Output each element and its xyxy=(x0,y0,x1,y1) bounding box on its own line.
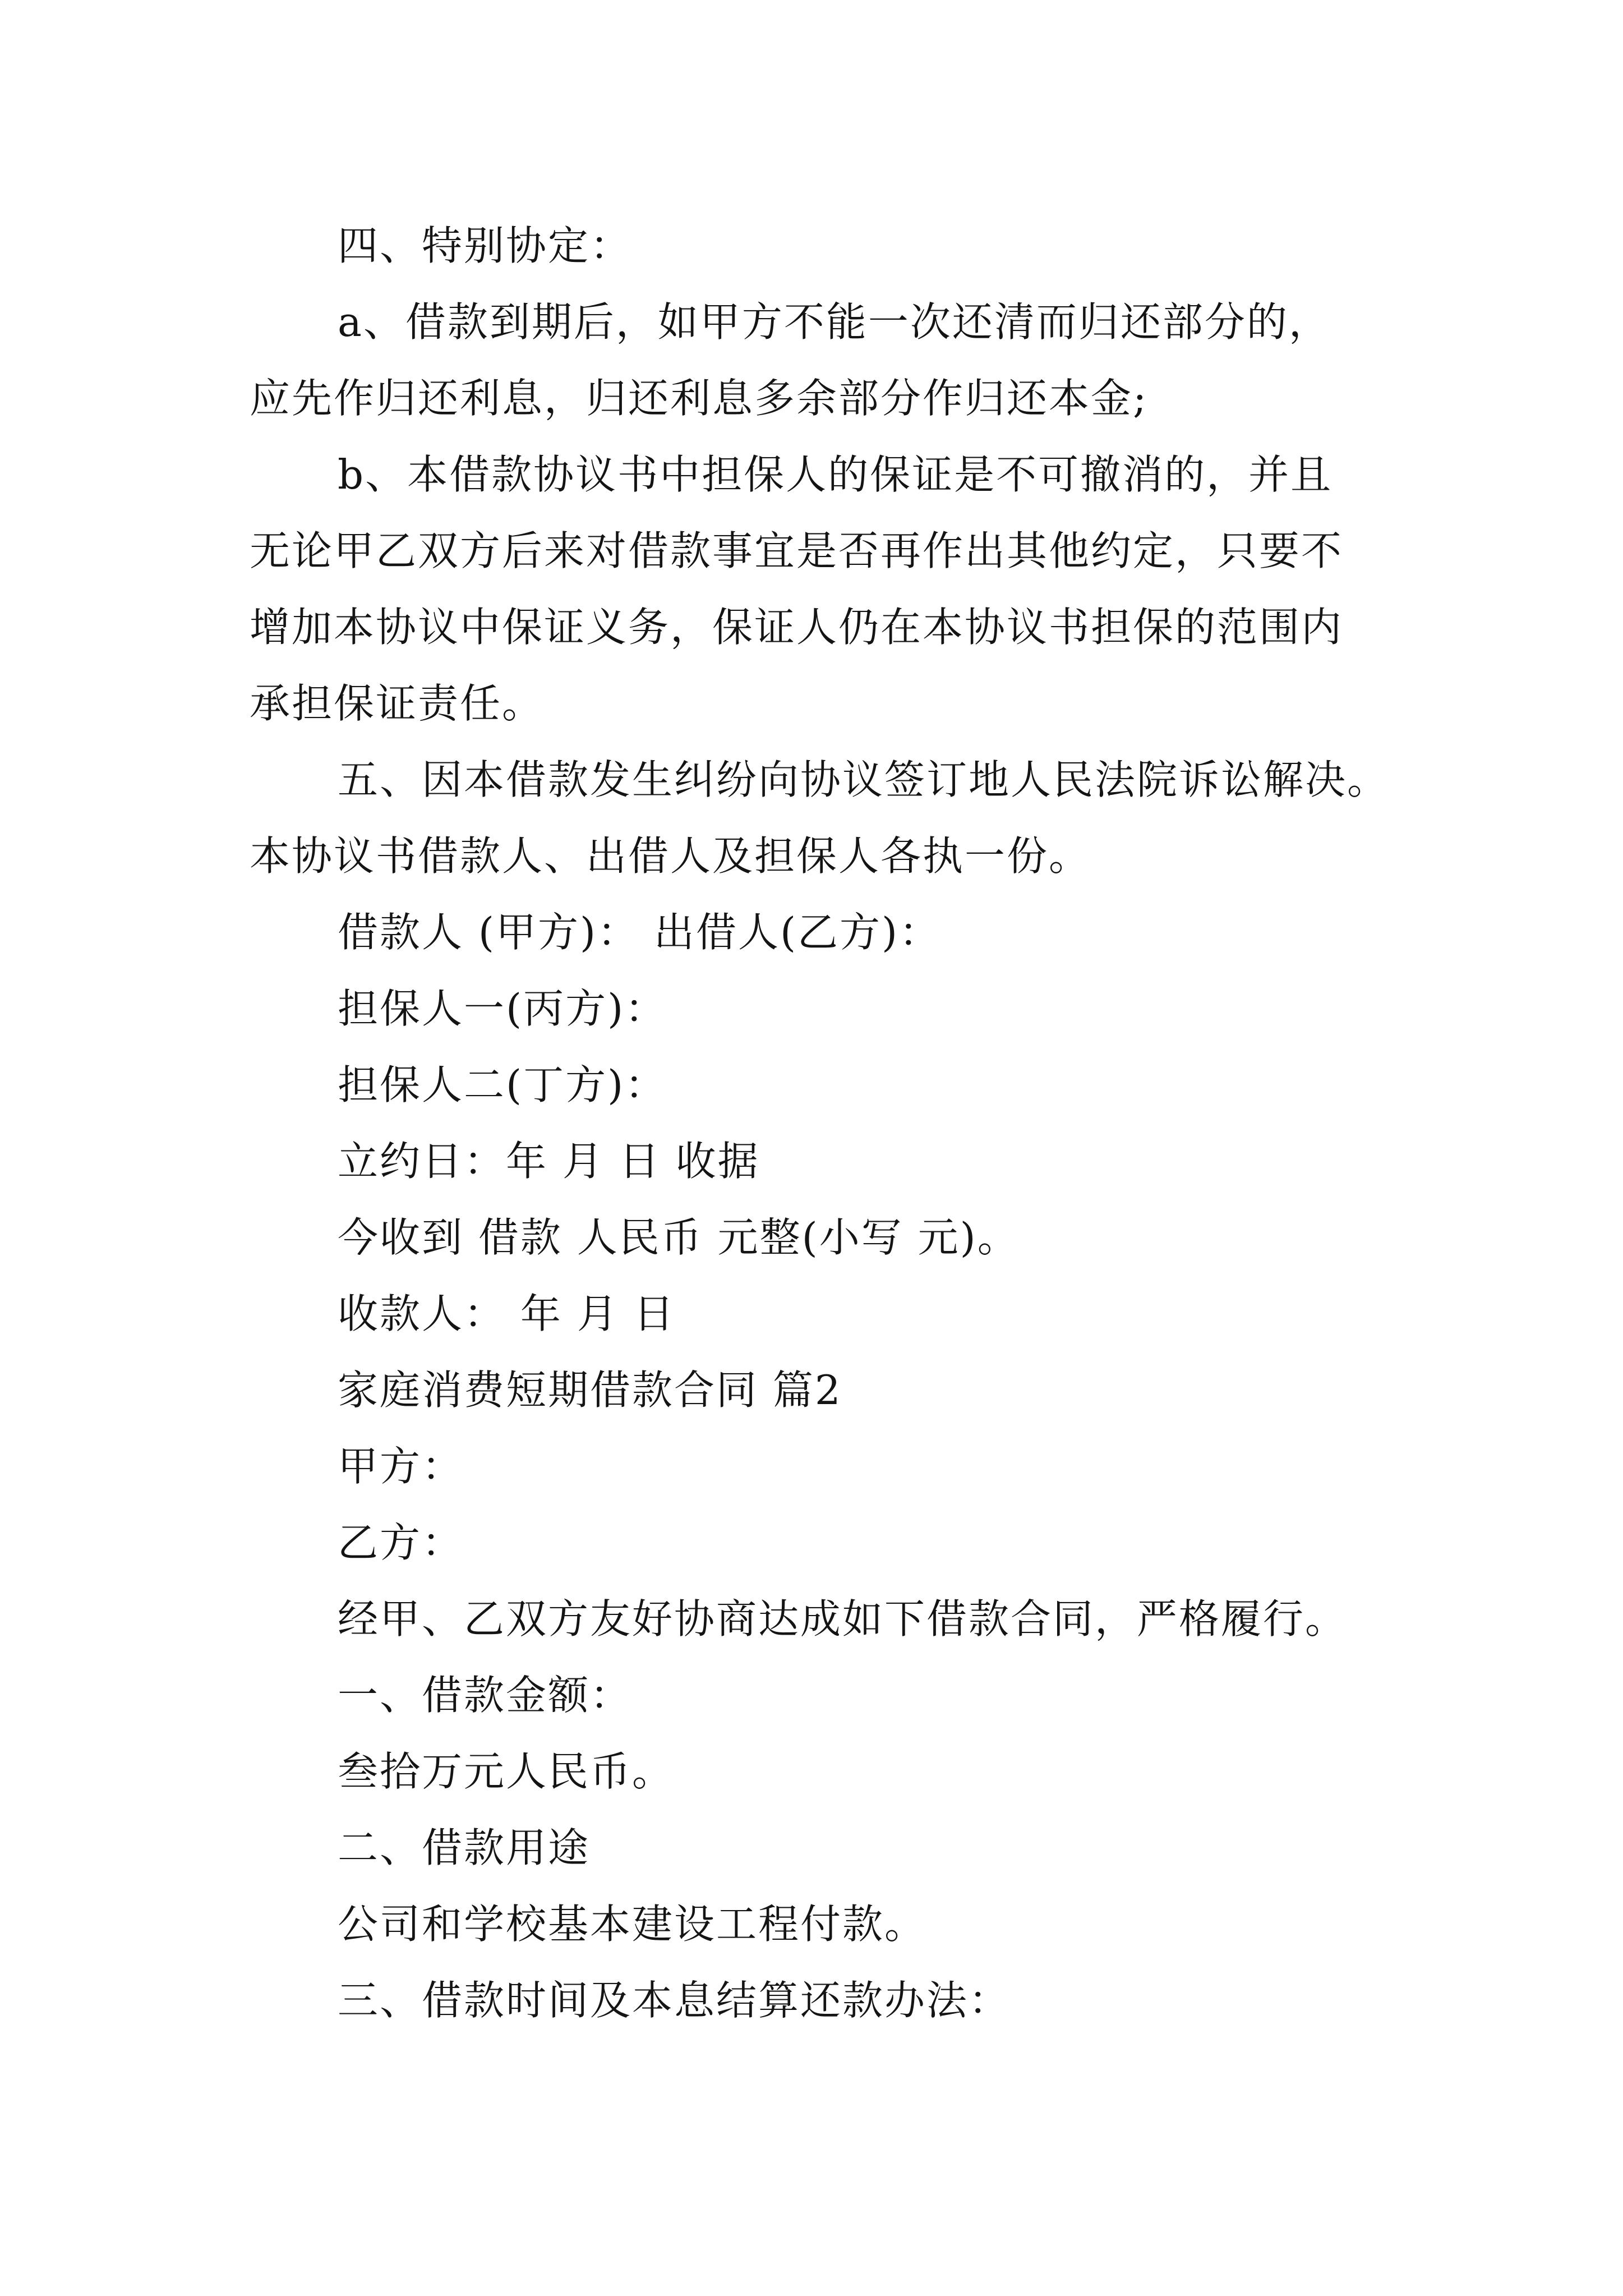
text-line: b、本借款协议书中担保人的保证是不可撤消的，并且 xyxy=(338,451,1333,498)
clause-a-paragraph xyxy=(250,284,1416,436)
text-line: 承担保证责任。 xyxy=(250,680,545,727)
loan-amount-heading xyxy=(250,1657,1416,1733)
text-line: 担保人一(丙方)： xyxy=(338,985,667,1032)
text-line: 家庭消费短期借款合同 篇2 xyxy=(338,1366,842,1414)
text-line: 三、借款时间及本息结算还款办法： xyxy=(338,1977,1011,2024)
loan-amount-value xyxy=(250,1733,1416,1810)
receipt-amount-line xyxy=(250,1199,1416,1276)
contract-date-line xyxy=(250,1123,1416,1199)
party-b-line xyxy=(250,1504,1416,1581)
loan-purpose-value xyxy=(250,1886,1416,1962)
text-line: 借款人 (甲方)： 出借人(乙方)： xyxy=(338,909,942,956)
text-line: 立约日：年 月 日 收据 xyxy=(338,1138,760,1185)
text-line: 一、借款金额： xyxy=(338,1672,633,1719)
payee-date-line xyxy=(250,1276,1416,1352)
text-line: 公司和学校基本建设工程付款。 xyxy=(338,1901,927,1948)
borrower-lender-signature-line xyxy=(250,894,1416,970)
section-five-paragraph xyxy=(250,742,1416,894)
text-line: 应先作归还利息，归还利息多余部分作归还本金; xyxy=(250,375,1149,422)
text-line: 今收到 借款 人民币 元整(小写 元)。 xyxy=(338,1214,1020,1261)
text-line: 经甲、乙双方友好协商达成如下借款合同，严格履行。 xyxy=(338,1595,1348,1642)
text-line: 无论甲乙双方后来对借款事宜是否再作出其他约定，只要不 xyxy=(250,527,1344,574)
loan-term-heading xyxy=(250,1962,1416,2039)
text-line: 甲方： xyxy=(338,1443,464,1490)
text-line: 乙方： xyxy=(338,1519,464,1566)
text-line: 叁拾万元人民币。 xyxy=(338,1748,675,1795)
text-line: 四、特别协定： xyxy=(338,222,633,269)
text-line: 担保人二(丁方)： xyxy=(338,1061,667,1108)
text-line: 收款人： 年 月 日 xyxy=(338,1290,676,1337)
text-line: 五、因本借款发生纠纷向协议签订地人民法院诉讼解决。 xyxy=(338,756,1390,803)
party-a-line xyxy=(250,1428,1416,1504)
loan-purpose-heading xyxy=(250,1810,1416,1886)
agreement-intro-line xyxy=(250,1581,1416,1657)
guarantor-two-line xyxy=(250,1047,1416,1123)
text-line: a、借款到期后，如甲方不能一次还清而归还部分的， xyxy=(338,298,1331,346)
text-line: 二、借款用途 xyxy=(338,1824,591,1871)
clause-b-paragraph xyxy=(250,436,1416,742)
text-line: 本协议书借款人、出借人及担保人各执一份。 xyxy=(250,832,1091,880)
guarantor-one-line xyxy=(250,970,1416,1047)
text-line: 增加本协议中保证义务，保证人仍在本协议书担保的范围内 xyxy=(250,604,1344,651)
contract-two-title xyxy=(250,1352,1416,1428)
section-four-heading xyxy=(250,208,1416,284)
